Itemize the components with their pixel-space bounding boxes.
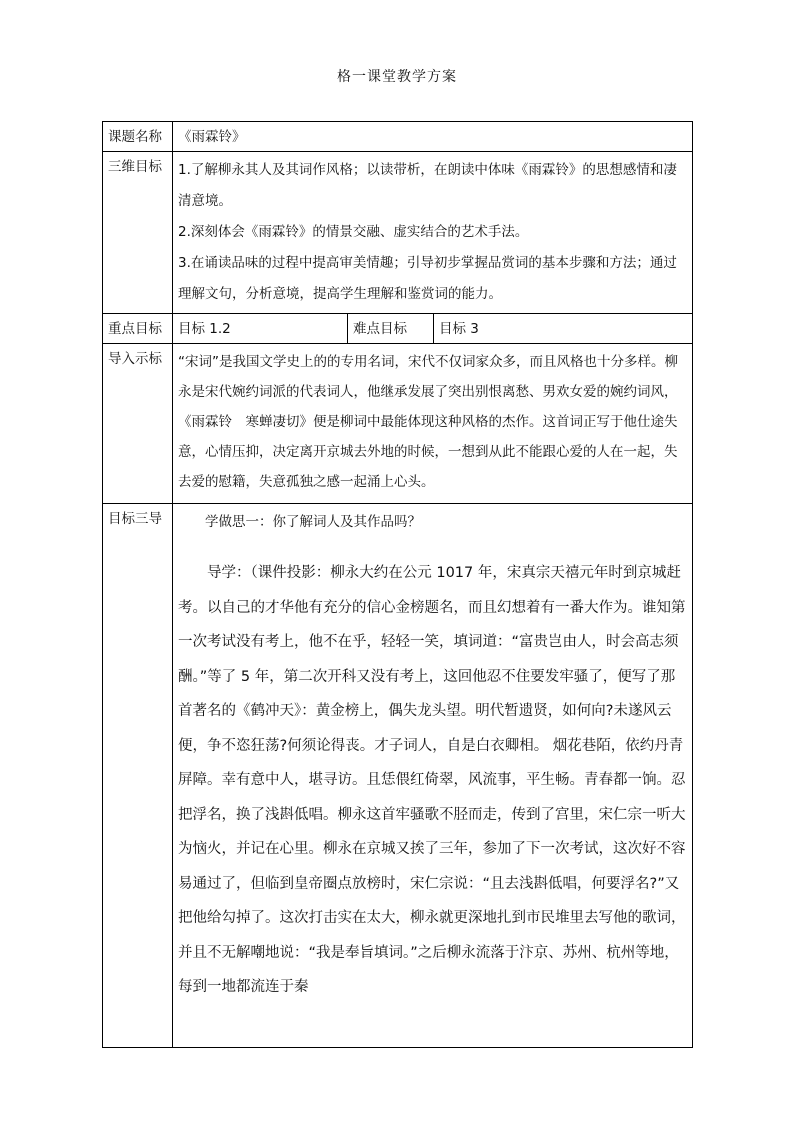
intro-text: “宋词”是我国文学史上的的专用名词，宋代不仅词家众多，而且风格也十分多样。柳永是宋代婉约词派的代表词人，他继承发展了突出别恨离愁、男欢女爱的婉约词风，《雨霖铃 寒蝉凄切》便是柳词中最能体现这种风格的杰作。这首词正写于他仕途失意，心情压抑，决定离开京城去外地的时候，一想到从此不能跟心爱的人在一起，失去爱的慰籍，失意孤独之感一起涌上心头。 xyxy=(178,354,678,490)
row-topic xyxy=(103,122,693,152)
difficulty-value: 目标 3 xyxy=(434,314,693,344)
topic-value: 《雨霖铃》 xyxy=(173,122,693,152)
goal-item-2: 2.深刻体会《雨霖铃》的情景交融、虚实结合的艺术手法。 xyxy=(178,224,529,240)
goals-content xyxy=(173,152,693,314)
goal-item-1: 1.了解柳永其人及其词作风格；以读带析，在朗读中体味《雨霖铃》的思想感情和凄清意境。 xyxy=(178,162,677,209)
guide-heading: 学做思一：你了解词人及其作品吗？ xyxy=(205,514,421,530)
document-title: 格一课堂教学方案 xyxy=(337,69,457,85)
goal-item-3: 3.在诵读品味的过程中提高审美情趣；引导初步掌握品赏词的基本步骤和方法；通过理解文句，分析意境，提高学生理解和鉴赏词的能力。 xyxy=(178,255,677,302)
difficulty-label: 难点目标 xyxy=(348,314,434,344)
row-guide xyxy=(103,504,693,1048)
row-key-targets xyxy=(103,314,693,344)
row-intro xyxy=(103,344,693,504)
lesson-plan-table xyxy=(102,121,693,1048)
key-value: 目标 1.2 xyxy=(173,314,348,344)
intro-label: 导入示标 xyxy=(103,344,173,504)
guide-text: 导学：（课件投影：柳永大约在公元 1017 年，宋真宗天禧元年时到京城赶考。以自己的才华他有充分的信心金榜题名，而且幻想着有一番大作为。谁知第一次考试没有考上，他不在乎，轻轻一笑，填词道：“富贵岂由人，时会高志须酬。”等了 5 年，第二次开科又没有考上，这回他忍不住要发牢骚了，便写了那首著名的《鹤冲天》：黄金榜上，偶失龙头望。明代暂遗贤，如何向?未遂风云便，争不恣狂荡?何须论得丧。才子词人，自是白衣卿相。 烟花巷陌，依约丹青屏障。幸有意中人，堪寻访。且恁偎红倚翠，风流事，平生畅。青春都一饷。忍把浮名，换了浅斟低唱。柳永这首牢骚歌不胫而走，传到了宫里，宋仁宗一听大为恼火，并记在心里。柳永在京城又挨了三年，参加了下一次考试，这次好不容易通过了，但临到皇帝圈点放榜时，宋仁宗说：“且去浅斟低唱，何要浮名?”又把他给勾掉了。这次打击实在太大，柳永就更深地扎到市民堆里去写他的歌词，并且不无解嘲地说：“我是奉旨填词。”之后柳永流落于汴京、苏州、杭州等地，每到一地都流连于秦 xyxy=(178,565,686,995)
key-label: 重点目标 xyxy=(103,314,173,344)
topic-label: 课题名称 xyxy=(103,122,173,152)
intro-content xyxy=(173,344,693,504)
row-goals xyxy=(103,152,693,314)
guide-content xyxy=(173,504,693,1048)
goals-label: 三维目标 xyxy=(103,152,173,314)
guide-label: 目标三导 xyxy=(103,504,173,1048)
